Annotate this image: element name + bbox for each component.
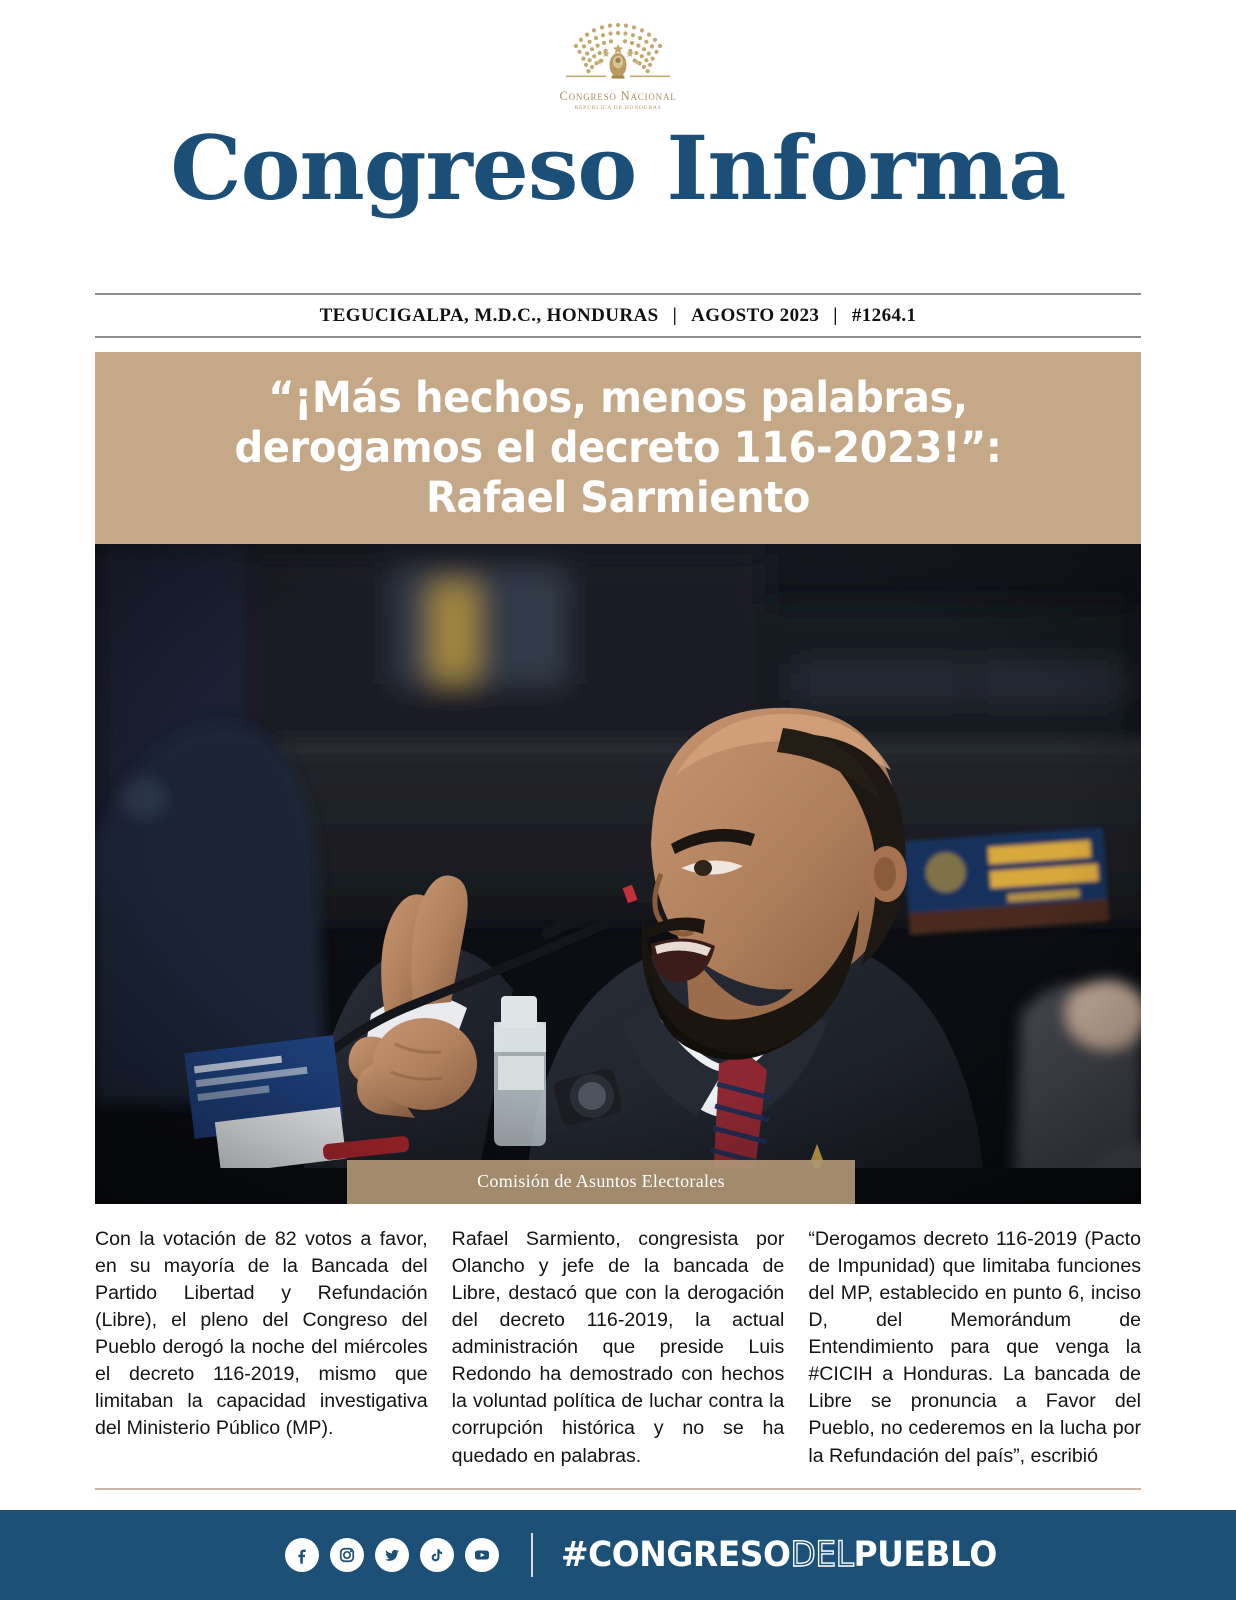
masthead <box>0 0 1236 271</box>
article-paragraph-1: Con la votación de 82 votos a favor, en su mayoría de la Bancada del Partido Libertad y Refundación (Libre), el pleno del Congreso del Pueblo derogó la noche del miércoles el decreto 116-2019, mismo que limitaban la capacidad investigativa del Ministerio Público (MP). <box>95 1227 428 1440</box>
hashtag-part-pueblo: PUEBLO <box>853 1535 997 1575</box>
twitter-bird-glyph <box>382 1545 402 1565</box>
crest-subtitle: REPÚBLICA DE HONDURAS <box>574 105 662 111</box>
crest-name: Congreso Nacional <box>559 89 677 103</box>
crest-emblem-icon <box>610 53 627 79</box>
hashtag-part-congreso: #CONGRESO <box>561 1535 791 1575</box>
hashtag-part-del: DEL <box>790 1535 854 1575</box>
dateline-separator-1: | <box>672 304 678 326</box>
youtube-play-glyph <box>472 1545 492 1565</box>
footer-hashtag <box>561 1535 997 1575</box>
youtube-icon[interactable] <box>465 1538 499 1572</box>
article-column-1 <box>95 1226 428 1470</box>
social-links <box>285 1538 499 1572</box>
dateline-place: TEGUCIGALPA, M.D.C., HONDURAS <box>319 304 659 326</box>
headline-line-3: Rafael Sarmiento <box>425 472 811 523</box>
article-column-3 <box>808 1226 1141 1470</box>
hero-section <box>95 352 1141 1204</box>
photo-caption-bar <box>347 1160 855 1204</box>
article-paragraph-3: “Derogamos decreto 116-2019 (Pacto de Impunidad) que limitaba funciones del MP, establecido en punto 6, inciso D, del Memorándum de Entendimiento para que venga la #CICIH a Honduras. La bancada de Libre se pronuncia a Favor del Pueblo, no cederemos en la lucha por la Refundación del país”, escribió <box>808 1227 1142 1467</box>
headline-line-1: “¡Más hechos, menos palabras, <box>268 372 968 423</box>
instagram-glyph <box>337 1545 357 1565</box>
facebook-icon[interactable] <box>285 1538 319 1572</box>
article-column-2 <box>452 1226 785 1470</box>
instagram-icon[interactable] <box>330 1538 364 1572</box>
footer-divider-rule <box>95 1488 1141 1490</box>
tiktok-note-glyph <box>428 1545 446 1565</box>
dateline <box>95 295 1141 336</box>
article-paragraph-2: Rafael Sarmiento, congresista por Olancho y jefe de la bancada de Libre, destacó que con la derogación del decreto 116-2019, la actual administración que preside Luis Redondo ha demostrado con hechos la voluntad política de luchar contra la corrupción histórica y no se ha quedado en palabras. <box>451 1227 785 1467</box>
dateline-date: AGOSTO 2023 <box>691 304 820 326</box>
dateline-separator-2: | <box>833 304 838 326</box>
dateline-issue: #1264.1 <box>851 304 917 326</box>
congress-crest-logo <box>533 18 703 114</box>
headline-banner <box>95 352 1141 544</box>
article-body <box>95 1226 1141 1470</box>
hero-photo-illustration <box>95 544 1141 1204</box>
headline-line-2: derogamos el decreto 116-2023!”: <box>234 422 1002 473</box>
tiktok-icon[interactable] <box>420 1538 454 1572</box>
footer-vertical-divider <box>531 1533 533 1577</box>
hero-photo <box>95 544 1141 1204</box>
photo-caption-text: Comisión de Asuntos Electorales <box>477 1171 725 1192</box>
footer-bar <box>0 1510 1236 1600</box>
twitter-icon[interactable] <box>375 1538 409 1572</box>
publication-title: Congreso Informa <box>170 116 1066 220</box>
crest-fan-graphic <box>544 18 692 88</box>
facebook-glyph <box>292 1545 312 1565</box>
masthead-rule-bottom <box>95 336 1141 338</box>
